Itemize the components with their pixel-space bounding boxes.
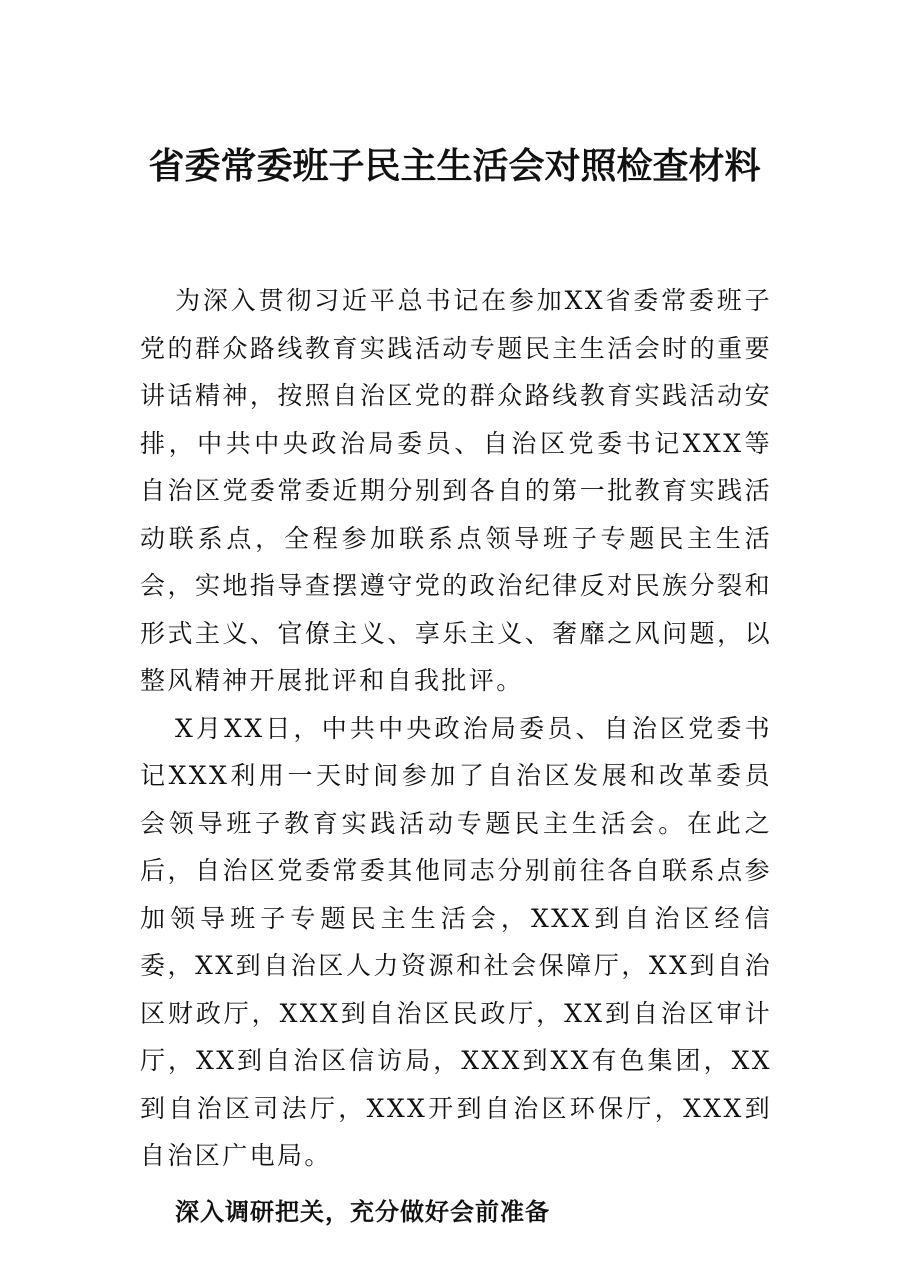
paragraph-1: 为深入贯彻习近平总书记在参加XX省委常委班子党的群众路线教育实践活动专题民主生活会时的重要讲话精神，按照自治区党的群众路线教育实践活动安排，中共中央政治局委员、自治区党委书记XXX等自治区党委常委近期分别到各自的第一批教育实践活动联系点，全程参加联系点领导班子专题民主生活会，实地指导查摆遵守党的政治纪律反对民族分裂和形式主义、官僚主义、享乐主义、奢靡之风问题，以整风精神开展批评和自我批评。 <box>140 286 772 695</box>
document-title: 省委常委班子民主生活会对照检查材料 <box>148 145 761 187</box>
section-heading: 深入调研把关，充分做好会前准备 <box>175 1196 550 1226</box>
document-body <box>140 277 772 1235</box>
paragraph-2: X月XX日，中共中央政治局委员、自治区党委书记XXX利用一天时间参加了自治区发展和改革委员会领导班子教育实践活动专题民主生活会。在此之后，自治区党委常委其他同志分别前往各自联系点参加领导班子专题民主生活会，XXX到自治区经信委，XX到自治区人力资源和社会保障厅，XX到自治区财政厅，XXX到自治区民政厅，XX到自治区审计厅，XX到自治区信访局，XXX到XX有色集团，XX到自治区司法厅，XXX开到自治区环保厅，XXX到自治区广电局。 <box>140 713 772 1170</box>
